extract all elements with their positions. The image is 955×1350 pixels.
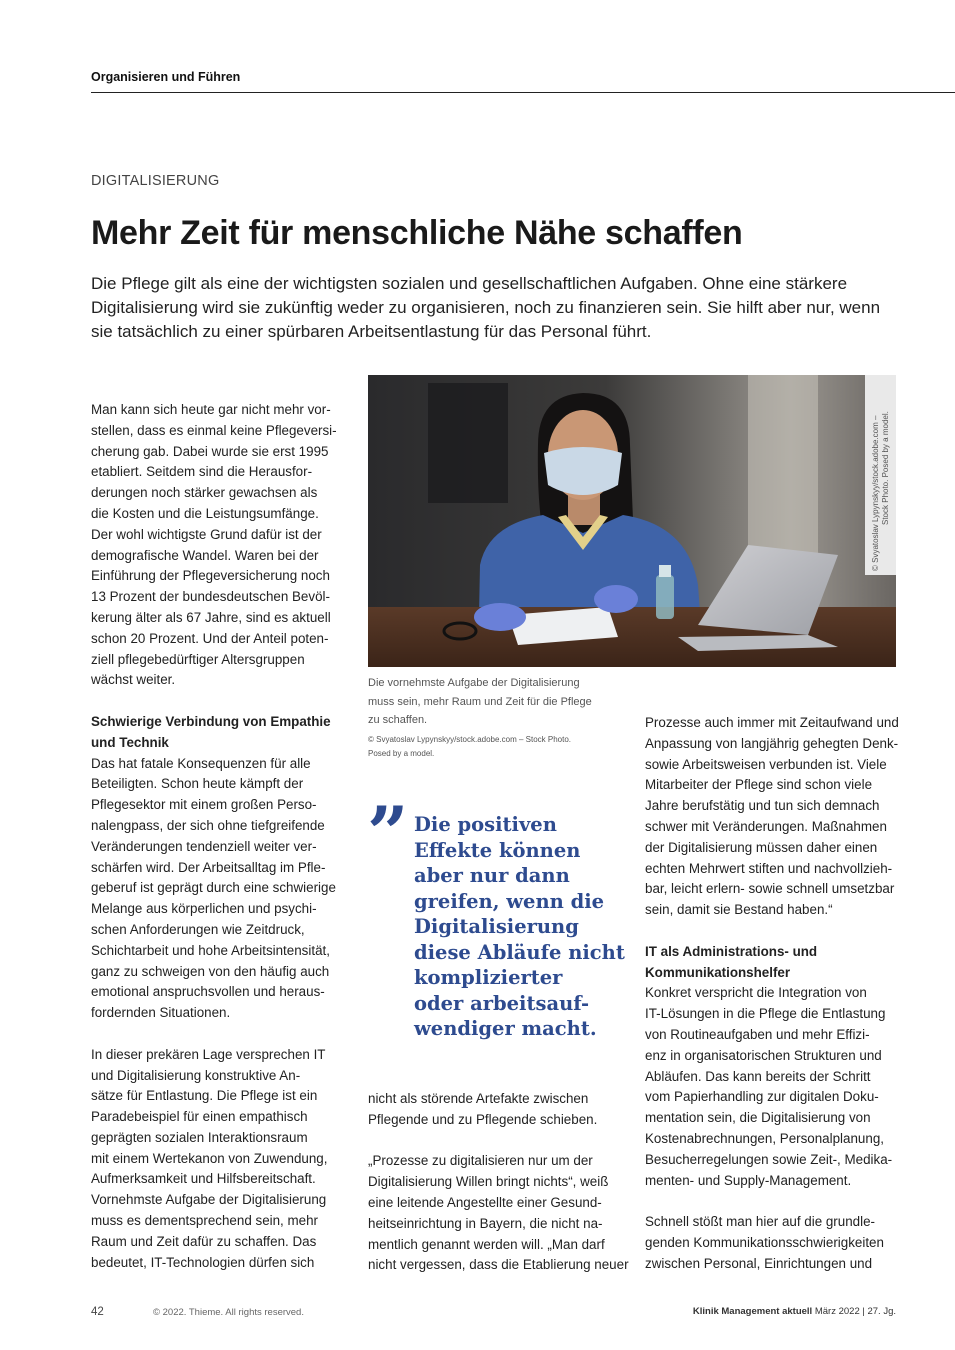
text-line: Schnell stößt man hier auf die grundle- bbox=[645, 1214, 875, 1230]
text-line: fordernden Situationen. bbox=[91, 1005, 231, 1021]
text-line: bedeutet, IT-Technologien dürfen sich bbox=[91, 1254, 315, 1270]
pull-quote-line: greifen, wenn die bbox=[414, 889, 605, 913]
subheading-line: Kommunikationshelfer bbox=[645, 964, 791, 980]
text-line: sätze für Entlastung. Die Pflege ist ein bbox=[91, 1088, 318, 1104]
text-line: genden Kommunikationsschwierigkeiten bbox=[645, 1234, 884, 1250]
text-line: schwer mit Veränderungen. Maßnahmen bbox=[645, 818, 887, 834]
text-line: heitseinrichtung in Bayern, die nicht na- bbox=[368, 1215, 603, 1231]
issue-info: März 2022 | 27. Jg. bbox=[814, 1306, 896, 1317]
paragraph-gap bbox=[645, 921, 900, 942]
text-line: emotional anspruchsvollen und heraus- bbox=[91, 984, 325, 1000]
text-line: Anpassung von langjährig gehegten Denk- bbox=[645, 735, 899, 751]
pull-quote-line: wendiger macht. bbox=[414, 1017, 597, 1040]
text-line: Das hat fatale Konsequenzen für alle bbox=[91, 755, 311, 771]
quote-mark-icon: ” bbox=[367, 790, 409, 875]
photo-credit-line: Stock Photo. Posed by a model. bbox=[881, 411, 890, 525]
paragraph-gap bbox=[645, 1191, 900, 1212]
subheading-line: Schwierige Verbindung von Empathie bbox=[91, 713, 331, 729]
text-line: sein, damit sie Bestand haben.“ bbox=[645, 902, 833, 918]
text-line: Pflegesektor mit einem großen Perso- bbox=[91, 797, 317, 813]
caption-line: Die vornehmste Aufgabe der Digitalisierung bbox=[368, 677, 580, 689]
caption-line: muss sein, mehr Raum und Zeit für die Pflege bbox=[368, 695, 592, 708]
journal-name: Klinik Management aktuell bbox=[692, 1306, 813, 1317]
pull-quote-line: Digitalisierung bbox=[414, 915, 579, 938]
pull-quote bbox=[414, 812, 639, 1042]
text-line: wächst weiter. bbox=[91, 672, 176, 688]
text-line: bar, leicht erlern- sowie schnell umsetzbar bbox=[645, 881, 895, 897]
text-line: die Kosten und die Leistungsumfänge. bbox=[91, 505, 319, 521]
text-line: Schichtarbeit und hohe Arbeitsintensität, bbox=[91, 942, 330, 958]
paragraph-gap bbox=[91, 1024, 346, 1045]
text-line: Kostenabrechnungen, Personalplanung, bbox=[645, 1130, 884, 1146]
photo-hand-right bbox=[594, 585, 638, 613]
lead-line: Digitalisierung wird sie zukünftig weder zu organisieren, noch zu finanzieren sein. Sie hilft aber nur, wenn bbox=[91, 298, 881, 317]
text-line: menten- und Supply-Management. bbox=[645, 1172, 852, 1188]
text-line: 13 Prozent der bundesdeutschen Bevöl- bbox=[91, 589, 330, 605]
text-line: der Digitalisierung müssen daher einen bbox=[645, 839, 878, 855]
photo-caption bbox=[368, 674, 623, 730]
caption-credit-line: © Svyatoslav Lypynskyy/stock.adobe.com – Stock Photo. bbox=[368, 735, 572, 744]
text-line: und Digitalisierung konstruktive An- bbox=[91, 1067, 301, 1083]
lead-line: sie tatsächlich zu einer spürbaren Arbeitsentlastung für das Personal führt. bbox=[91, 322, 652, 341]
text-line: kerung älter als 67 Jahre, sind es aktuell bbox=[91, 609, 331, 625]
text-line: demografische Wandel. Waren bei der bbox=[91, 547, 319, 563]
photo-mask bbox=[544, 447, 622, 495]
text-line: Einführung der Pflegeversicherung noch bbox=[91, 568, 330, 584]
text-line: eine leitende Angestellte einer Gesund- bbox=[368, 1194, 602, 1210]
text-line: von Routineaufgaben und mehr Effizi- bbox=[645, 1026, 870, 1042]
text-line: nicht vergessen, dass die Etablierung neuer bbox=[368, 1257, 629, 1273]
text-line: ganz zu schweigen von den häufig auch bbox=[91, 963, 330, 979]
body-column-2 bbox=[368, 1089, 629, 1276]
text-line: vom Papierhandling zur digitalen Doku- bbox=[645, 1089, 879, 1105]
photo-tv bbox=[428, 383, 508, 503]
text-line: Raum und Zeit dafür zu schaffen. Das bbox=[91, 1233, 317, 1249]
text-line: schon 20 Prozent. Und der Anteil poten- bbox=[91, 630, 329, 646]
text-line: Besucherregelungen sowie Zeit-, Medika- bbox=[645, 1151, 893, 1167]
text-line: sowie Arbeitsweisen verbunden ist. Viele bbox=[645, 756, 887, 772]
lead-line: Die Pflege gilt als eine der wichtigsten sozialen und gesellschaftlichen Aufgaben. Ohne eine stärkere bbox=[91, 274, 848, 293]
text-line: derungen noch stärker gewachsen als bbox=[91, 485, 318, 501]
text-line: nicht als störende Artefakte zwischen bbox=[368, 1091, 589, 1106]
pull-quote-line: diese Abläufe nicht bbox=[414, 940, 625, 964]
text-line: Der wohl wichtigste Grund dafür ist der bbox=[91, 526, 322, 542]
text-line: Vornehmste Aufgabe der Digitalisierung bbox=[91, 1192, 327, 1208]
text-line: „Prozesse zu digitalisieren nur um der bbox=[368, 1153, 593, 1169]
text-line: Aufmerksamkeit und Hilfsbereitschaft. bbox=[91, 1171, 316, 1187]
text-line: Prozesse auch immer mit Zeitaufwand und bbox=[645, 715, 899, 730]
text-line: schen Anforderungen wie Zeitdruck, bbox=[91, 921, 305, 937]
text-line: IT-Lösungen in die Pflege die Entlastung bbox=[645, 1006, 886, 1022]
header-rule bbox=[91, 92, 955, 93]
text-line: geberuf ist geprägt durch eine schwierige bbox=[91, 880, 336, 896]
subheading-line: IT als Administrations- und bbox=[645, 943, 818, 959]
page-number: 42 bbox=[91, 1306, 104, 1318]
text-line: Beteiligten. Schon heute kämpft der bbox=[91, 776, 304, 792]
photo-bottle-cap bbox=[659, 565, 671, 577]
photo-hand-left bbox=[474, 603, 526, 631]
text-line: Paradebeispiel für einen empathisch bbox=[91, 1109, 308, 1125]
text-line: Pflegende und zu Pflegende schieben. bbox=[368, 1111, 598, 1127]
text-line: Veränderungen tendenziell weiter ver- bbox=[91, 838, 317, 854]
text-line: enz in organisatorischen Strukturen und bbox=[645, 1047, 882, 1063]
photo-bottle bbox=[656, 575, 674, 619]
text-line: cherung gab. Dabei wurde sie erst 1995 bbox=[91, 443, 329, 459]
photo-credit-line: © Svyatoslav Lypynskyy/stock.adobe.com – bbox=[871, 415, 880, 571]
caption-credit-line: Posed by a model. bbox=[368, 749, 435, 758]
text-line: mentlich genannt werden will. „Man darf bbox=[368, 1236, 605, 1252]
text-line: etabliert. Seitdem sind die Herausfor- bbox=[91, 464, 313, 480]
article-photo bbox=[368, 375, 896, 667]
text-line: echten Mehrwert stiften und nachvollzieh- bbox=[645, 860, 893, 876]
text-line: Abläufen. Das kann bereits der Schritt bbox=[645, 1068, 871, 1084]
pull-quote-line: oder arbeitsauf- bbox=[414, 991, 590, 1015]
text-line: Jahre berufstätig und tun sich demnach bbox=[645, 798, 880, 814]
section-label: Organisieren und Führen bbox=[91, 70, 241, 84]
caption-line: zu schaffen. bbox=[368, 714, 428, 726]
text-line: In dieser prekären Lage versprechen IT bbox=[91, 1046, 326, 1062]
kicker: DIGITALISIERUNG bbox=[91, 173, 220, 189]
body-column-1 bbox=[91, 400, 346, 1273]
text-line: muss es dementsprechend sein, mehr bbox=[91, 1213, 319, 1229]
paragraph-gap bbox=[91, 691, 346, 712]
paragraph-gap bbox=[368, 1131, 623, 1152]
text-line: mentation sein, die Digitalisierung von bbox=[645, 1110, 871, 1126]
text-line: stellen, dass es einmal keine Pflegeversi- bbox=[91, 422, 337, 438]
headline: Mehr Zeit für menschliche Nähe schaffen bbox=[91, 214, 743, 252]
text-line: ziell pflegebedürftiger Altersgruppen bbox=[91, 651, 305, 667]
text-line: Mitarbeiter der Pflege sind schon viele bbox=[645, 777, 873, 793]
pull-quote-line: Die positiven bbox=[414, 813, 557, 836]
text-line: mit einem Wertekanon von Zuwendung, bbox=[91, 1150, 328, 1166]
text-line: Melange aus körperlichen und psychi- bbox=[91, 901, 317, 917]
pull-quote-line: Effekte können bbox=[414, 838, 581, 862]
body-column-3 bbox=[645, 713, 900, 1275]
text-line: nalengpass, der sich ohne tiefgreifende bbox=[91, 817, 325, 833]
caption-credit bbox=[368, 733, 623, 761]
text-line: Digitalisierung Willen bringt nichts“, weiß bbox=[368, 1174, 609, 1190]
text-line: Konkret verspricht die Integration von bbox=[645, 985, 867, 1001]
pull-quote-line: komplizierter bbox=[414, 966, 563, 989]
text-line: geprägten sozialen Interaktionsraum bbox=[91, 1129, 308, 1145]
subheading-line: und Technik bbox=[91, 734, 169, 750]
text-line: zwischen Personal, Einrichtungen und bbox=[645, 1255, 873, 1271]
text-line: schärfen wird. Der Arbeitsalltag im Pfle- bbox=[91, 859, 326, 875]
pull-quote-line: aber nur dann bbox=[414, 864, 570, 887]
text-line: Man kann sich heute gar nicht mehr vor- bbox=[91, 402, 331, 417]
journal-info bbox=[693, 1306, 896, 1317]
lead-paragraph bbox=[91, 272, 911, 344]
copyright-notice: © 2022. Thieme. All rights reserved. bbox=[153, 1307, 304, 1318]
